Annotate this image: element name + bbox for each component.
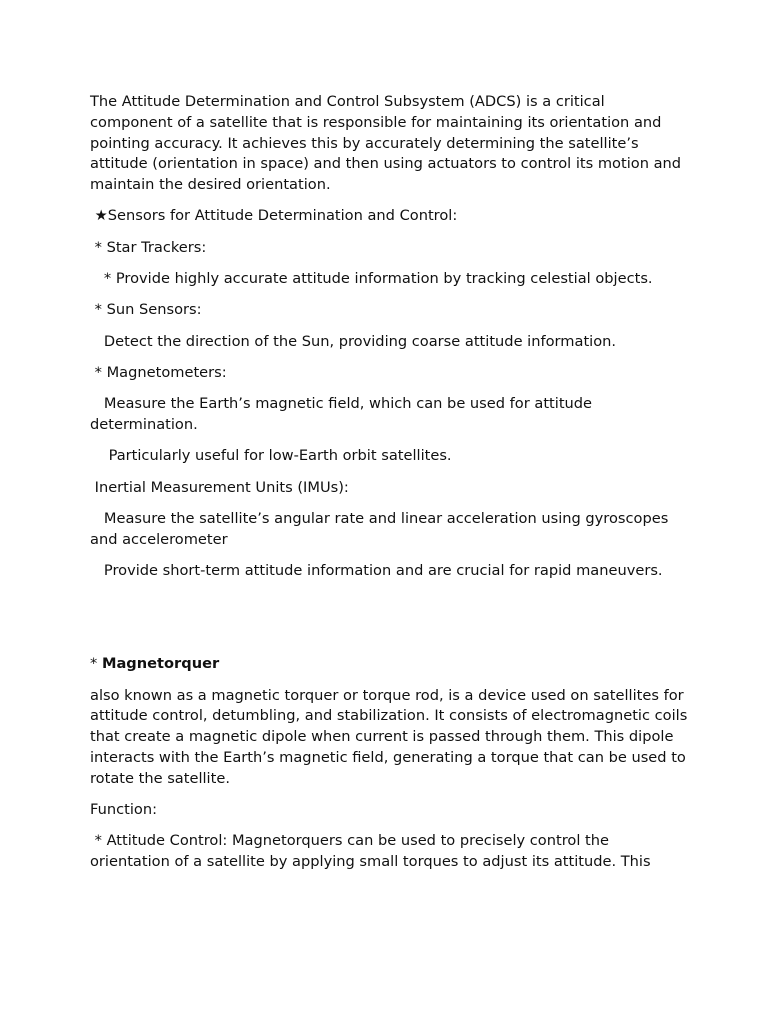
magnetorquer-heading	[90, 654, 690, 675]
magnetorquer-title: Magnetorquer	[101, 655, 220, 673]
imu-heading: Inertial Measurement Units (IMUs):	[90, 478, 349, 496]
magnetometers-detail: Measure the Earth’s magnetic field, which can be used for attitude determination.	[90, 395, 597, 434]
intro-paragraph: The Attitude Determination and Control Subsystem (ADCS) is a critical component of a satellite that is responsible for maintaining its orientation and pointing accuracy. It achieves this by accurately determining the satellite’s attitude (orientation in space) and then using actuators to control its motion and maintain the desired orientation.	[90, 93, 686, 194]
magnetorquer-prefix: *	[90, 655, 102, 673]
section-gap	[90, 592, 690, 654]
magnetometers-heading: * Magnetometers:	[90, 363, 227, 381]
imu-detail-1: Measure the satellite’s angular rate and linear acceleration using gyroscopes and accelerometer	[90, 509, 673, 548]
star-trackers-detail: * Provide highly accurate attitude information by tracking celestial objects.	[90, 270, 653, 288]
sensors-heading: ★Sensors for Attitude Determination and Control:	[90, 207, 458, 225]
sun-sensors-detail: Detect the direction of the Sun, providing coarse attitude information.	[90, 332, 617, 350]
function-heading: Function:	[90, 801, 157, 819]
sun-sensors-heading: * Sun Sensors:	[90, 301, 202, 319]
magnetometers-note: Particularly useful for low-Earth orbit satellites.	[90, 447, 452, 465]
imu-detail-2: Provide short-term attitude information and are crucial for rapid maneuvers.	[90, 562, 663, 580]
star-trackers-heading: * Star Trackers:	[90, 238, 207, 256]
document-page	[90, 92, 690, 884]
attitude-control-paragraph: * Attitude Control: Magnetorquers can be used to precisely control the orientation of a satellite by applying small torques to adjust its attitude. This	[90, 832, 651, 871]
magnetorquer-description: also known as a magnetic torquer or torque rod, is a device used on satellites for attitude control, detumbling, and stabilization. It consists of electromagnetic coils that create a magnetic dipole when current is passed through them. This dipole interacts with the Earth’s magnetic field, generating a torque that can be used to rotate the satellite.	[90, 686, 692, 787]
